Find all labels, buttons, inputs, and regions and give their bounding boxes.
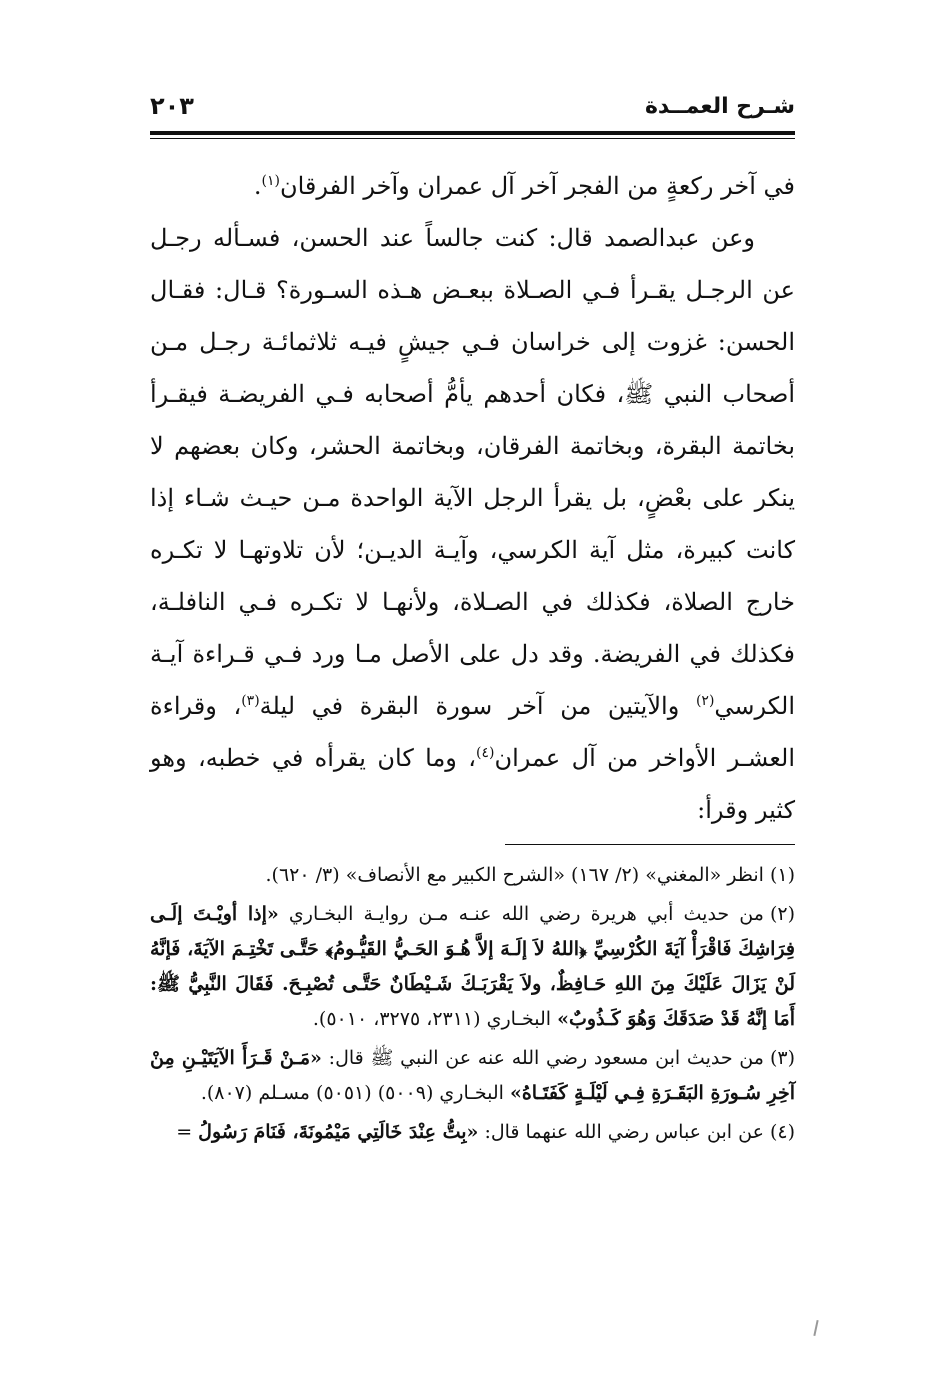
footnote-ref-2: (٢): [695, 693, 715, 709]
paragraph-2: [150, 212, 795, 836]
footnote-4: [150, 1115, 795, 1150]
footnote-ref-1: (١): [261, 173, 280, 189]
footnote-1-mark: (١): [769, 864, 795, 886]
footnote-4-intro: عن ابن عباس رضي الله عنهما قال:: [484, 1121, 764, 1143]
paragraph-1: [150, 160, 795, 212]
footnote-4-mark: (٤): [769, 1121, 795, 1143]
footnote-4-hadith: «بِتُّ عِنْدَ خَالَتِي مَيْمُونَةَ، فَنَامَ رَسُولُ: [198, 1121, 479, 1143]
footnote-2-mark: (٢): [769, 903, 795, 925]
footnote-1-text: انظر «المغني» (٢/ ١٦٧) «الشرح الكبير مع الأنصاف» (٣/ ٦٢٠).: [265, 864, 764, 886]
header-rule-thin: [150, 138, 795, 139]
running-header: [150, 92, 795, 126]
footnote-2-hadith: «إذا أويْـتَ إلَـى فِرَاشِكَ فَاقْرَأْ آيَةَ الكُرْسِيِّ ﴿اللهُ لاَ إلَـهَ إلاَّ هُـوَ الحَـيُّ القَيُّـومُ﴾ حَتَّـى تَخْتِـمَ الآيَةَ، فَإنَّهُ لَنْ يَزَالَ عَلَيْكَ مِنَ اللهِ حَـافِظٌ، ولاَ يَقْرَبَـكَ شَـيْطَانٌ حَتَّـى تُصْبِـحَ. فَقَالَ النَّبِيُّ ﷺ: أَمَا إنَّهُ قَدْ صَدَقَكَ وَهُوَ كَـذُوبٌ»: [150, 903, 795, 1030]
scan-mark: [813, 1320, 818, 1336]
footnote-2-source: البخـاري (٢٣١١، ٣٢٧٥، ٥٠١٠).: [312, 1008, 558, 1030]
main-text: [150, 160, 795, 836]
paragraph-2-text-c: ، وقراءة العشـر الأواخر من آل عمران: [150, 692, 795, 772]
footnote-4-continuation: =: [176, 1121, 199, 1143]
footnote-1: [150, 858, 795, 893]
footnote-ref-3: (٣): [241, 693, 260, 709]
footnote-3-hadith: «مَـنْ قَـرَأَ الآيَتَيْـنِ مِنْ آخِرِ سُـورَةِ البَقَـرَةِ فِـي لَيْلَـةٍ كَفَتَـاهُ»: [150, 1047, 795, 1104]
footnote-ref-4: (٤): [476, 745, 495, 761]
paragraph-2-text-b: والآيتين من آخر سورة البقرة في ليلة: [259, 692, 696, 720]
footnotes: [150, 858, 795, 1154]
page-number: ٢٠٣: [150, 92, 194, 120]
footnote-2-intro: من حديث أبي هريرة رضي الله عنـه مـن روايـة البخـاري: [288, 903, 764, 925]
footnote-separator: [505, 844, 795, 845]
paragraph-2-text-a: وعن عبدالصمد قال: كنت جالساً عند الحسن، فسـأله رجـل عن الرجـل يقـرأ فـي الصـلاة ببعـض هـذه السـورة؟ قـال: فقـال الحسن: غزوت إلى خراسان فـي جيشٍ فيـه ثلاثمائـة رجـل مـن أصحاب النبي ﷺ، فكان أحدهم يأمُّ أصحابه فـي الفريضـة فيقـرأ بخاتمة البقرة، وبخاتمة الفرقان، وبخاتمة الحشر، وكان بعضهم لا ينكر على بعْضٍ، بل يقرأ الرجل الآية الواحدة مـن حيـث شـاء إذا كانت كبيرة، مثل آية الكرسي، وآيـة الديـن؛ لأن تلاوتهـا لا تكـره خارج الصلاة، فكذلك في الصـلاة، ولأنهـا لا تكـره فـي النافلـة، فكذلك في الفريضة. وقد دل على الأصل مـا ورد فـي قـراءة آيـة الكرسي: [150, 224, 795, 720]
book-title: شـرح العمــدة: [644, 94, 795, 119]
header-rule-thick: [150, 131, 795, 135]
footnote-3-intro: من حديث ابن مسعود رضي الله عنه عن النبي ﷺ قال:: [328, 1047, 764, 1069]
paragraph-1-end: .: [253, 172, 262, 200]
footnote-3: [150, 1041, 795, 1111]
paragraph-2-text-d: ، وما كان يقرأه في خطبه، وهو كثير وقرأ:: [150, 744, 795, 824]
paragraph-1-text: في آخر ركعةٍ من الفجر آخر آل عمران وآخر الفرقان: [279, 172, 795, 200]
footnote-2: [150, 897, 795, 1037]
footnote-3-mark: (٣): [769, 1047, 795, 1069]
footnote-3-source: البخـاري (٥٠٠٩) (٥٠٥١) مسـلم (٨٠٧).: [200, 1082, 510, 1104]
